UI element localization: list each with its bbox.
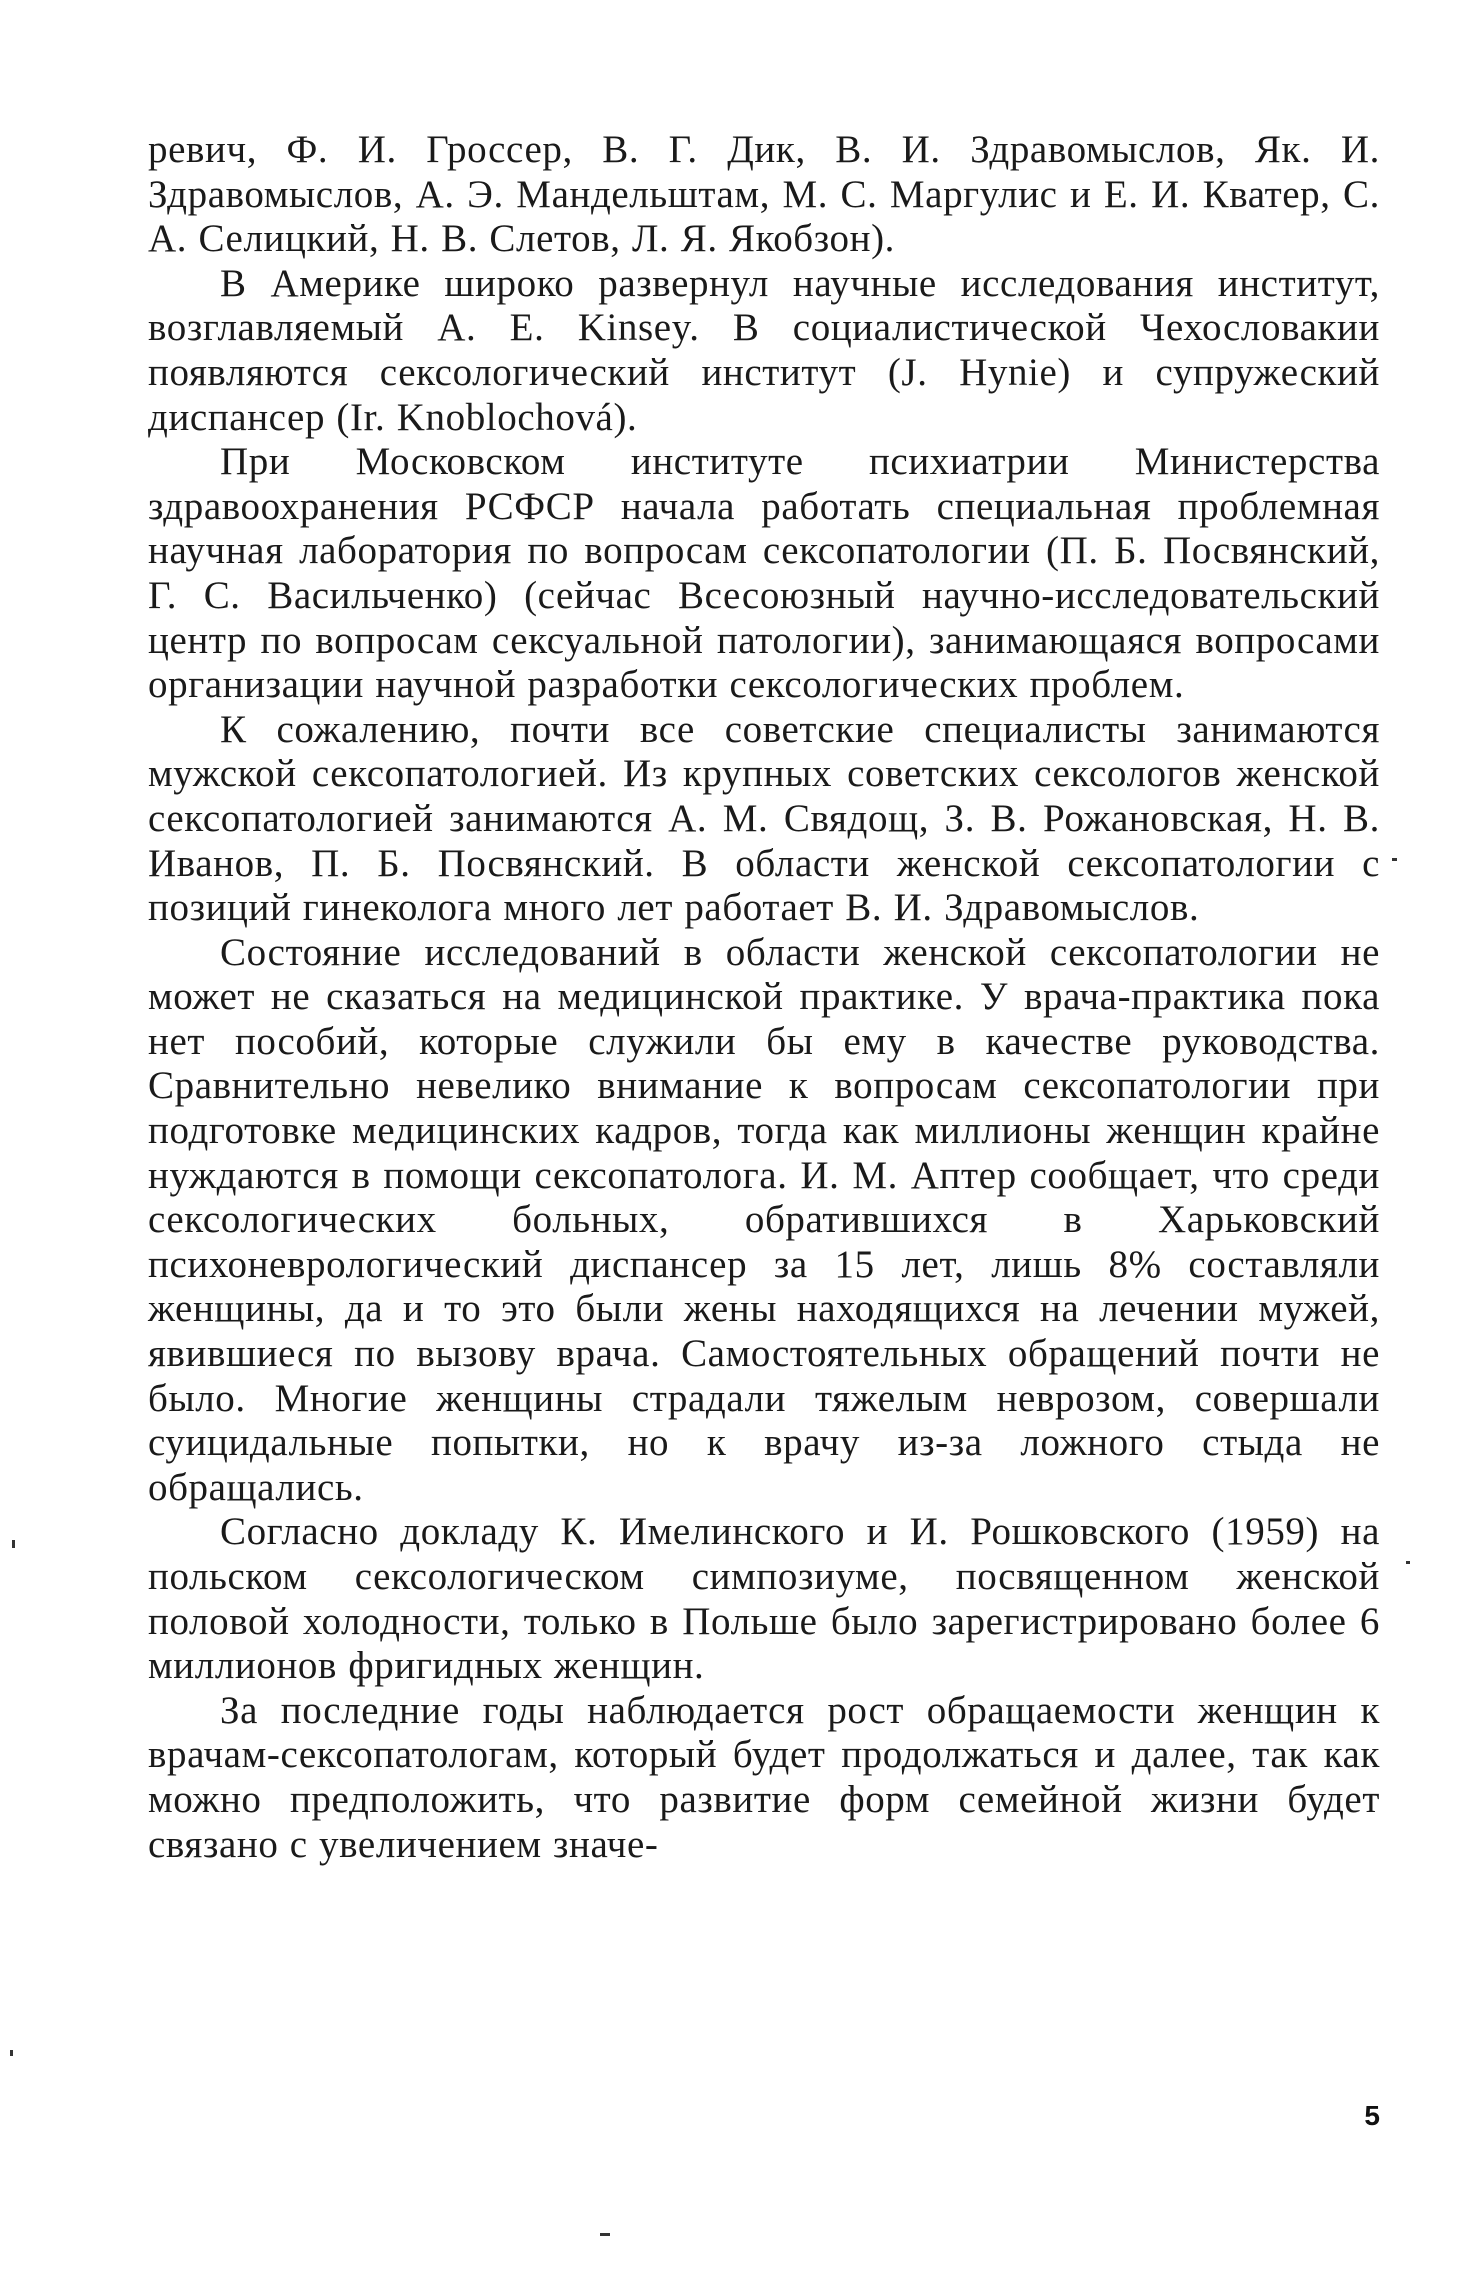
page-number: 5: [1364, 2100, 1380, 2131]
paragraph-authors-continued: ревич, Ф. И. Гроссер, В. Г. Дик, В. И. Здравомыслов, Як. И. Здравомыслов, А. Э. Мандельштам, М. С. Маргулис и Е. И. Кватер, С. А. Селицкий, Н. В. Слетов, Л. Я. Якобзон).: [148, 128, 1380, 261]
scan-speck: [1392, 858, 1397, 861]
paragraph-america-czechoslovakia: В Америке широко развернул научные исследования институт, возглавляемый А. Е. Kinsey. В социалистической Чехословакии появляются сексологический институт (J. Hynie) и супружеский диспансер (Ir. Knoblochová).: [148, 261, 1380, 439]
scan-speck: [12, 1540, 15, 1548]
paragraph-moscow-institute: При Московском институте психиатрии Министерства здравоохранения РСФСР начала работать специальная проблемная научная лаборатория по вопросам сексопатологии (П. Б. Посвянский, Г. С. Васильченко) (сейчас Всесоюзный научно-исследовательский центр по вопросам сексуальной патологии), занимающаяся вопросами организации научной разработки сексологических проблем.: [148, 440, 1380, 707]
page-body: [148, 128, 1380, 1867]
paragraph-recent-years: За последние годы наблюдается рост обращаемости женщин к врачам-сексопатологам, который будет продолжаться и далее, так как можно предположить, что развитие форм семейной жизни будет связано с увеличением значе-: [148, 1688, 1380, 1866]
scan-speck: [600, 2233, 610, 2236]
paragraph-polish-symposium: Согласно докладу К. Имелинского и И. Рошковского (1959) на польском сексологическом симпозиуме, посвященном женской половой холодности, только в Польше было зарегистрировано более 6 миллионов фригидных женщин.: [148, 1510, 1380, 1688]
scan-speck: [10, 2050, 13, 2056]
paragraph-soviet-specialists: К сожалению, почти все советские специалисты занимаются мужской сексопатологией. Из крупных советских сексологов женской сексопатологией занимаются А. М. Свядощ, З. В. Рожановская, Н. В. Иванов, П. Б. Посвянский. В области женской сексопатологии с позиций гинеколога много лет работает В. И. Здравомыслов.: [148, 707, 1380, 930]
scan-speck: [1406, 1561, 1410, 1564]
paragraph-research-state: Состояние исследований в области женской сексопатологии не может не сказаться на медицинской практике. У врача-практика пока нет пособий, которые служили бы ему в качестве руководства. Сравнительно невелико внимание к вопросам сексопатологии при подготовке медицинских кадров, тогда как миллионы женщин крайне нуждаются в помощи сексопатолога. И. М. Аптер сообщает, что среди сексологических больных, обратившихся в Харьковский психоневрологический диспансер за 15 лет, лишь 8% составляли женщины, да и то это были жены находящихся на лечении мужей, явившиеся по вызову врача. Самостоятельных обращений почти не было. Многие женщины страдали тяжелым неврозом, совершали суицидальные попытки, но к врачу из-за ложного стыда не обращались.: [148, 930, 1380, 1509]
